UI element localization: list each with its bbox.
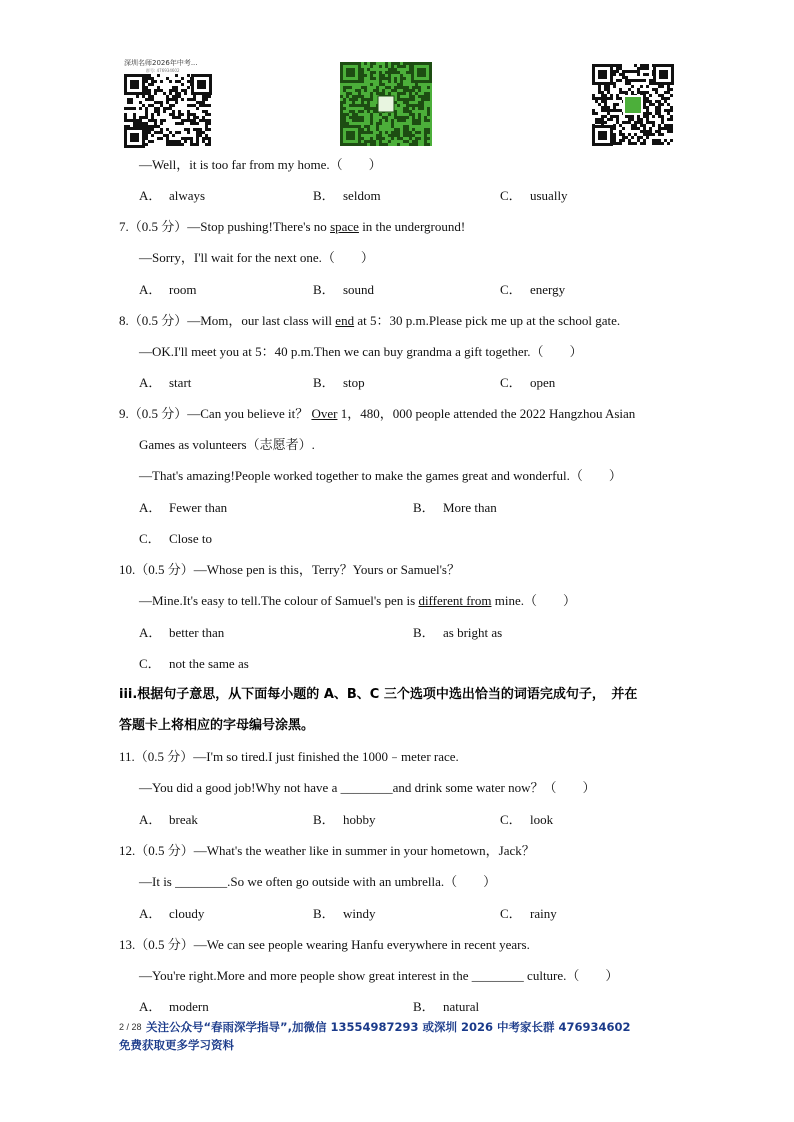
qr-left-block xyxy=(120,58,224,150)
option-text: start xyxy=(169,375,192,390)
option-letter: C． xyxy=(139,656,161,671)
footer-promo-line2: 免费获取更多学习资料 xyxy=(119,1038,234,1052)
qr-code-icon xyxy=(124,74,212,148)
option-text: Fewer than xyxy=(169,500,228,515)
q7-underlined-word: space xyxy=(330,219,359,234)
q10-dialog-end: mine.（ ） xyxy=(491,593,576,608)
q7-option-a[interactable] xyxy=(139,281,196,299)
q12-option-b[interactable] xyxy=(313,905,376,923)
option-text: not the same as xyxy=(169,656,249,671)
q13-option-b[interactable] xyxy=(413,998,479,1016)
q7-stem xyxy=(119,218,465,236)
option-letter: A． xyxy=(139,282,162,297)
option-text: room xyxy=(169,282,197,297)
option-letter: C． xyxy=(500,906,522,921)
q10-underlined-phrase: different from xyxy=(418,593,492,608)
option-letter: C． xyxy=(139,531,161,546)
q12-dialog-line: —It is ________.So we often go outside with an umbrella.（ ） xyxy=(139,874,497,889)
option-text: break xyxy=(169,812,198,827)
option-letter: A． xyxy=(139,500,162,515)
q7-option-c[interactable] xyxy=(500,281,565,299)
option-letter: C． xyxy=(500,812,522,827)
option-text: modern xyxy=(169,999,209,1014)
qr-center xyxy=(340,62,432,146)
option-letter: C． xyxy=(500,282,522,297)
q12-option-c[interactable] xyxy=(500,905,557,923)
section-heading-line2: 答题卡上将相应的字母编号涂黑。 xyxy=(119,718,315,733)
option-letter: B． xyxy=(413,625,435,640)
q10-option-c[interactable] xyxy=(139,655,249,673)
q6-dialog-line: —Well，it is too far from my home.（ ） xyxy=(139,157,382,172)
option-letter: B． xyxy=(313,282,335,297)
option-text: rainy xyxy=(530,906,557,921)
q7-dialog-line: —Sorry，I'll wait for the next one.（ ） xyxy=(139,250,374,265)
q10-option-b[interactable] xyxy=(413,624,502,642)
q6-option-b[interactable] xyxy=(313,187,381,205)
q8-option-c[interactable] xyxy=(500,374,555,392)
q13-stem: 13.（0.5 分）—We can see people wearing Hanfu everywhere in recent years. xyxy=(119,937,530,952)
option-letter: B． xyxy=(313,188,335,203)
q7-stem-start: 7.（0.5 分）—Stop pushing!There's no xyxy=(119,219,331,234)
option-text: open xyxy=(530,375,556,390)
footer-promo-line1: 关注公众号“春雨深学指导”,加微信 13554987293 或深圳 2026 中考家长群 476934602 xyxy=(146,1020,631,1034)
option-letter: B． xyxy=(313,906,335,921)
q10-option-a[interactable] xyxy=(139,624,224,642)
q9-stem-line2: Games as volunteers（志愿者）. xyxy=(139,437,315,452)
option-text: natural xyxy=(443,999,480,1014)
qr-code-green-icon xyxy=(340,62,432,146)
q10-dialog-line xyxy=(139,592,576,610)
q9-underlined-word: Over xyxy=(311,406,338,421)
q9-stem-end: 1，480，000 people attended the 2022 Hangzhou Asian xyxy=(337,406,636,421)
option-letter: A． xyxy=(139,625,162,640)
q8-underlined-word: end xyxy=(335,313,355,328)
qr-code-icon xyxy=(592,64,674,146)
option-text: windy xyxy=(343,906,376,921)
option-text: always xyxy=(169,188,206,203)
q7-option-b[interactable] xyxy=(313,281,374,299)
q13-option-a[interactable] xyxy=(139,998,209,1016)
q12-stem: 12.（0.5 分）—What's the weather like in summer in your hometown，Jack？ xyxy=(119,843,535,858)
option-letter: A． xyxy=(139,812,162,827)
q10-stem: 10.（0.5 分）—Whose pen is this，Terry？Yours or Samuel's？ xyxy=(119,562,460,577)
option-letter: A． xyxy=(139,375,162,390)
qr-left-caption: 深圳名师2026年中考... xyxy=(124,59,198,67)
option-letter: B． xyxy=(313,375,335,390)
option-letter: C． xyxy=(500,188,522,203)
option-text: seldom xyxy=(343,188,381,203)
q8-option-a[interactable] xyxy=(139,374,191,392)
q10-dialog-start: —Mine.It's easy to tell.The colour of Samuel's pen is xyxy=(139,593,419,608)
q12-option-a[interactable] xyxy=(139,905,204,923)
option-letter: A． xyxy=(139,999,162,1014)
option-letter: C． xyxy=(500,375,522,390)
q9-stem xyxy=(119,405,635,423)
option-text: More than xyxy=(443,500,497,515)
option-letter: B． xyxy=(313,812,335,827)
option-text: Close to xyxy=(169,531,212,546)
q6-option-a[interactable] xyxy=(139,187,205,205)
q8-stem-end: at 5：30 p.m.Please pick me up at the school gate. xyxy=(354,313,621,328)
option-letter: A． xyxy=(139,188,162,203)
qr-right xyxy=(592,64,674,146)
q8-option-b[interactable] xyxy=(313,374,365,392)
option-text: cloudy xyxy=(169,906,205,921)
q8-dialog-line: —OK.I'll meet you at 5：40 p.m.Then we can buy grandma a gift together.（ ） xyxy=(139,344,583,359)
option-text: as bright as xyxy=(443,625,503,640)
page-number: 2 / 28 xyxy=(119,1022,142,1032)
q8-stem-start: 8.（0.5 分）—Mom，our last class will xyxy=(119,313,336,328)
option-letter: A． xyxy=(139,906,162,921)
q9-stem-start: 9.（0.5 分）—Can you believe it？ xyxy=(119,406,312,421)
q7-stem-end: in the underground! xyxy=(358,219,466,234)
q11-option-a[interactable] xyxy=(139,811,198,829)
q11-stem: 11.（0.5 分）—I'm so tired.I just finished the 1000﹣meter race. xyxy=(119,749,459,764)
option-text: hobby xyxy=(343,812,376,827)
q9-option-b[interactable] xyxy=(413,499,497,517)
q9-option-a[interactable] xyxy=(139,499,227,517)
option-text: stop xyxy=(343,375,365,390)
q6-option-c[interactable] xyxy=(500,187,568,205)
q9-dialog-line: —That's amazing!People worked together to make the games great and wonderful.（ ） xyxy=(139,468,622,483)
option-text: better than xyxy=(169,625,225,640)
q13-dialog-line: —You're right.More and more people show great interest in the ________ culture.（ ） xyxy=(139,968,619,983)
q11-option-b[interactable] xyxy=(313,811,376,829)
qr-left-subcaption: 群号: 476934602 xyxy=(146,68,180,73)
option-text: energy xyxy=(530,282,566,297)
option-letter: B． xyxy=(413,500,435,515)
q8-stem xyxy=(119,312,620,330)
q11-dialog-line: —You did a good job!Why not have a ________and drink some water now？（ ） xyxy=(139,780,596,795)
q11-option-c[interactable] xyxy=(500,811,553,829)
section-heading-line1: iii.根据句子意思，从下面每小题的 A、B、C 三个选项中选出恰当的词语完成句子， 并在 xyxy=(119,687,638,702)
option-text: usually xyxy=(530,188,568,203)
option-text: look xyxy=(530,812,554,827)
q9-option-c[interactable] xyxy=(139,530,212,548)
option-text: sound xyxy=(343,282,375,297)
option-letter: B． xyxy=(413,999,435,1014)
